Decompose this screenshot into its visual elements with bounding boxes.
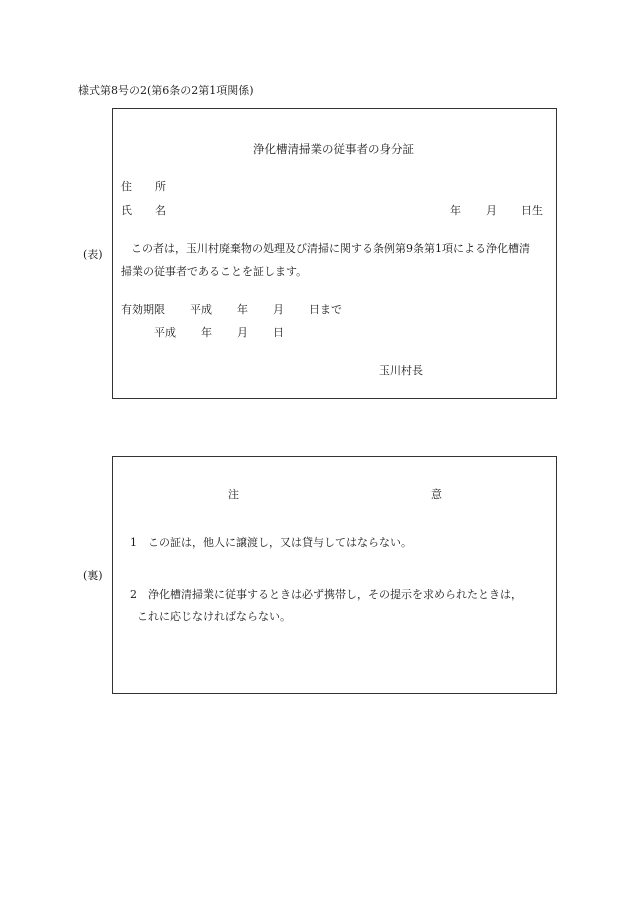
statement-line-2: 掃業の従事者であることを証します。 [121,265,308,278]
back-side-label: (裏) [83,569,103,582]
notice-char-2: 意 [431,488,442,501]
validity-day-2: 日 [273,326,284,339]
birth-month: 月 [486,204,497,217]
name-label-2: 名 [155,204,166,217]
back-card [112,456,557,694]
item1-number: 1 [130,536,137,549]
item1-text: この証は，他人に譲渡し，又は貸与してはならない。 [148,536,412,549]
validity-era-1: 平成 [190,303,212,316]
validity-year-1: 年 [237,303,248,316]
name-label-1: 氏 [121,204,132,217]
validity-era-2: 平成 [154,326,176,339]
validity-year-2: 年 [201,326,212,339]
statement-line-1: この者は，玉川村廃棄物の処理及び清掃に関する条例第9条第1項による浄化槽清 [131,242,530,255]
front-title: 浄化槽清掃業の従事者の身分証 [253,142,414,156]
item2-line-1: 浄化槽清掃業に従事するときは必ず携帯し，その提示を求められたときは， [148,588,522,601]
birth-year: 年 [450,204,461,217]
validity-month-2: 月 [237,326,248,339]
address-label-2: 所 [155,180,166,193]
front-side-label: (表) [83,248,103,261]
item2-number: 2 [130,588,137,601]
validity-until: 日まで [309,303,342,316]
address-label-1: 住 [121,180,132,193]
issuer: 玉川村長 [379,364,423,377]
validity-label: 有効期限 [121,303,165,316]
birth-day: 日生 [521,204,543,217]
form-label: 様式第8号の2(第6条の2第1項関係) [78,84,254,97]
validity-month-1: 月 [273,303,284,316]
notice-char-1: 注 [228,488,239,501]
front-card [112,108,557,399]
item2-line-2: これに応じなければならない。 [137,610,291,623]
